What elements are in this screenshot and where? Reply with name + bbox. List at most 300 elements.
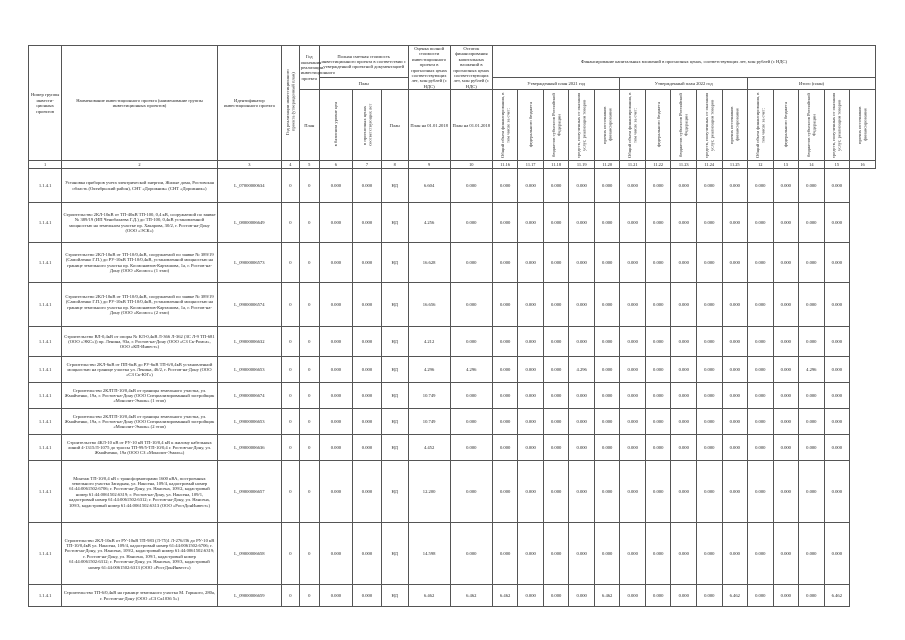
value-cell: 0.000 — [569, 585, 595, 607]
value-cell: 0.000 — [671, 327, 697, 357]
value-cell: 0.000 — [697, 203, 723, 243]
value-cell: 0.000 — [773, 409, 799, 435]
col-num: 11.24 — [697, 161, 723, 169]
table-row — [29, 409, 876, 435]
value-cell: 0.000 — [645, 243, 671, 283]
value-cell: 0.000 — [594, 169, 620, 203]
value-cell: 0.000 — [492, 461, 518, 523]
value-cell: 0.000 — [671, 585, 697, 607]
table-row — [29, 357, 876, 383]
value-cell: 0 — [299, 523, 319, 585]
value-cell: 6.462 — [722, 585, 748, 607]
header-group-no: Номер группы инвести-ционных проектов — [29, 46, 62, 161]
column-number-row — [29, 161, 876, 169]
value-cell: 0.000 — [543, 435, 569, 461]
project-id-cell: L_09000006573 — [217, 243, 281, 283]
value-cell: 0.000 — [543, 461, 569, 523]
header-row-1 — [29, 46, 876, 78]
value-cell: 0.000 — [353, 461, 382, 523]
group-code-cell: 1.1.4.1 — [29, 409, 62, 435]
value-cell: 0.000 — [799, 435, 825, 461]
value-cell: 0.000 — [722, 169, 748, 203]
table-row — [29, 383, 876, 409]
value-cell: 0.000 — [543, 243, 569, 283]
value-cell: 0 — [282, 585, 300, 607]
value-cell: 0.000 — [748, 283, 774, 327]
value-cell: НД — [381, 409, 408, 435]
value-cell: 0.000 — [319, 461, 352, 523]
value-cell: 0.000 — [518, 409, 544, 435]
value-cell: 0.000 — [569, 327, 595, 357]
value-cell: 0.000 — [319, 203, 352, 243]
value-cell: 0.000 — [645, 435, 671, 461]
project-id-cell: L_09000006659 — [217, 585, 281, 607]
value-cell: 0 — [299, 585, 319, 607]
value-cell: 0.000 — [722, 523, 748, 585]
value-cell: 0.000 — [620, 283, 646, 327]
group-code-cell: 1.1.4.1 — [29, 283, 62, 327]
group-code-cell: 1.1.4.1 — [29, 461, 62, 523]
value-cell: 0.000 — [492, 203, 518, 243]
value-cell: 0.000 — [748, 523, 774, 585]
header-approved-2022: Утвержденный план 2022 год — [620, 78, 748, 90]
value-cell: 0.000 — [697, 461, 723, 523]
value-cell: 0.000 — [450, 203, 492, 243]
project-id-cell: L_09000006636 — [217, 435, 281, 461]
value-cell: 0.000 — [492, 383, 518, 409]
value-cell: 16.628 — [408, 243, 450, 283]
value-cell: 0.000 — [697, 435, 723, 461]
value-cell: 0.000 — [353, 585, 382, 607]
value-cell: 0.000 — [319, 283, 352, 327]
value-cell: 0.000 — [492, 357, 518, 383]
value-cell: 0.000 — [450, 383, 492, 409]
value-cell: 0.000 — [594, 435, 620, 461]
value-cell: 0.000 — [594, 243, 620, 283]
value-cell: 0.000 — [353, 283, 382, 327]
hdr-b0: Общий объем финансирования, в том числе за счет: — [620, 90, 646, 161]
value-cell: 0.000 — [824, 383, 850, 409]
value-cell: 0.000 — [645, 585, 671, 607]
value-cell: 0.000 — [799, 203, 825, 243]
value-cell: 0.000 — [450, 243, 492, 283]
col-num: 14 — [799, 161, 825, 169]
value-cell: 0.000 — [492, 409, 518, 435]
col-num: 1 — [29, 161, 62, 169]
value-cell: 0.000 — [645, 383, 671, 409]
value-cell: 0.000 — [543, 409, 569, 435]
value-cell: 0.000 — [518, 169, 544, 203]
value-cell: 0.000 — [353, 435, 382, 461]
project-name-cell: Строительство 2КЛТП-10/0,4кВ от границы земельного участка, ул. Жмайченко, 19а, г. Ростов-на-Дону (ООО Специализированный застройщик «Монолит-Эмаль» (1 этап) — [62, 383, 217, 409]
value-cell: 0 — [299, 169, 319, 203]
value-cell: 0.000 — [594, 523, 620, 585]
value-cell: 0.000 — [569, 409, 595, 435]
value-cell: 0.000 — [697, 283, 723, 327]
value-cell: 0.000 — [722, 461, 748, 523]
value-cell: 0.000 — [748, 243, 774, 283]
project-name-cell: Строительство 2КЛ-10кВ от ТП-10/0,4кВ, сооружаемой по заявке № 389/19 (Самойленко Г.П.) до РУ-10кВ ТП-10/0,4кВ, установленной мощностью на границе земельного участка пр. Космонавтов-Карташова, 1а, г. Ростов-на-Дону (ООО «Космос» (1 этап) — [62, 243, 217, 283]
value-cell: 0.000 — [773, 435, 799, 461]
value-cell: 0.000 — [450, 435, 492, 461]
value-cell: 0.000 — [748, 169, 774, 203]
value-cell: 4.296 — [450, 357, 492, 383]
value-cell: НД — [381, 357, 408, 383]
value-cell: НД — [381, 243, 408, 283]
document-page — [28, 45, 876, 600]
header-financing-remaining: Остаток финансирования капитальных вложений в прогнозных ценах соответствующих лет, млн рублей (с НДС) — [450, 46, 492, 90]
project-id-cell: L_09000006653 — [217, 357, 281, 383]
value-cell: 0.000 — [569, 243, 595, 283]
hdr-c1: федерального бюджета — [773, 90, 799, 161]
value-cell: 0.000 — [594, 383, 620, 409]
value-cell: 0.000 — [319, 435, 352, 461]
value-cell: 0.000 — [824, 243, 850, 283]
hdr-a0: Общий объем финансирования, в том числе за счет: — [492, 90, 518, 161]
value-cell: 0.000 — [697, 243, 723, 283]
value-cell: 0.000 — [319, 383, 352, 409]
value-cell: 0.000 — [569, 383, 595, 409]
value-cell: 0.000 — [697, 409, 723, 435]
col-num: 11.19 — [569, 161, 595, 169]
value-cell: 0.000 — [748, 203, 774, 243]
header-plan-as-of: План на 01.01.2018 — [408, 90, 450, 161]
hdr-c2: бюджетов субъектов Российской Федерации — [799, 90, 825, 161]
value-cell: НД — [381, 435, 408, 461]
col-num: 11.18 — [543, 161, 569, 169]
value-cell: 0.000 — [569, 435, 595, 461]
hdr-a4: прочих источников финансирования — [594, 90, 620, 161]
value-cell: 0.000 — [353, 409, 382, 435]
value-cell: 0.000 — [492, 243, 518, 283]
project-name-cell: Строительство 2КЛ-10кВ от ТП-40кВ ТП-100, 0,4 кВ, сооружаемой по заявке № 389/19 (ИП Ченибалаева Г.Д.) до ТП-100, 0,4кВ установленной мощностью на земельном участке пр. Хакарова, 30/2, г. Ростов-на-Дону (ООО «ЭСК») — [62, 203, 217, 243]
value-cell: 10.749 — [408, 383, 450, 409]
hdr-c3: средств, полученных от оказания услуг, реализации товаров — [824, 90, 850, 161]
header-in-year-prices: в прогнозных ценах соответствующих лет — [353, 90, 382, 161]
group-code-cell: 1.1.4.1 — [29, 383, 62, 409]
col-num: 4 — [282, 161, 300, 169]
value-cell: 0.000 — [319, 357, 352, 383]
value-cell: 0.000 — [671, 461, 697, 523]
hdr-a2: бюджетов субъектов Российской Федерации — [543, 90, 569, 161]
project-id-cell: L_09000006653 — [217, 409, 281, 435]
value-cell: 0.000 — [645, 357, 671, 383]
value-cell: 0.000 — [773, 357, 799, 383]
value-cell: 0 — [299, 409, 319, 435]
value-cell: 0 — [299, 203, 319, 243]
value-cell: 0.000 — [620, 435, 646, 461]
col-num: 15 — [824, 161, 850, 169]
value-cell: 0.000 — [492, 327, 518, 357]
value-cell: 0 — [299, 243, 319, 283]
value-cell: 0.000 — [450, 461, 492, 523]
value-cell: 0.000 — [620, 409, 646, 435]
value-cell: 0.000 — [569, 461, 595, 523]
header-project-name: Наименование инвестиционного проекта (наименование группы инвестиционных проектов) — [62, 46, 217, 161]
value-cell: 0.000 — [543, 585, 569, 607]
group-code-cell: 1.1.4.1 — [29, 585, 62, 607]
header-financing-title: Финансирование капитальных вложений в прогнозных ценах, соответствующих лет, млн рублей (с НДС) — [492, 46, 875, 78]
project-id-cell: L_08000006649 — [217, 203, 281, 243]
value-cell: 0.000 — [543, 383, 569, 409]
col-num: 7 — [353, 161, 382, 169]
group-code-cell: 1.1.4.1 — [29, 203, 62, 243]
hdr-a1: федерального бюджета — [518, 90, 544, 161]
value-cell: 0.000 — [671, 169, 697, 203]
value-cell: 0.000 — [543, 523, 569, 585]
value-cell: 0.000 — [722, 409, 748, 435]
value-cell: 0.000 — [671, 283, 697, 327]
value-cell: 0.000 — [824, 523, 850, 585]
value-cell: 0.000 — [319, 327, 352, 357]
value-cell: 0.000 — [543, 357, 569, 383]
value-cell: 0.000 — [594, 409, 620, 435]
value-cell: 0.000 — [620, 169, 646, 203]
value-cell: 0 — [282, 203, 300, 243]
value-cell: 0.000 — [799, 327, 825, 357]
value-cell: 0.000 — [353, 383, 382, 409]
value-cell: 0 — [282, 283, 300, 327]
value-cell: 0.000 — [518, 357, 544, 383]
value-cell: 0.000 — [518, 383, 544, 409]
value-cell: 0.000 — [697, 357, 723, 383]
value-cell: 0.000 — [697, 383, 723, 409]
col-num: 2 — [62, 161, 217, 169]
value-cell: 4.296 — [408, 357, 450, 383]
value-cell: НД — [381, 585, 408, 607]
value-cell: 0.000 — [620, 585, 646, 607]
value-cell: 0.000 — [722, 243, 748, 283]
value-cell: 6.604 — [408, 169, 450, 203]
hdr-b3: средств, полученных от оказания услуг, реализации товаров — [697, 90, 723, 161]
value-cell: 0 — [282, 243, 300, 283]
value-cell: 0.000 — [671, 383, 697, 409]
value-cell: 4.452 — [408, 435, 450, 461]
value-cell: 0.000 — [773, 243, 799, 283]
value-cell: 10.749 — [408, 409, 450, 435]
value-cell: 0.000 — [671, 203, 697, 243]
group-code-cell: 1.1.4.1 — [29, 243, 62, 283]
value-cell: 0.000 — [722, 383, 748, 409]
hdr-a3: средств, полученных от оказания услуг, реализации товаров — [569, 90, 595, 161]
value-cell: 0.000 — [824, 461, 850, 523]
value-cell: 0.000 — [543, 203, 569, 243]
value-cell: 0.000 — [450, 283, 492, 327]
hdr-b2: бюджетов субъектов Российской Федерации — [671, 90, 697, 161]
value-cell: НД — [381, 283, 408, 327]
value-cell: 0.000 — [518, 283, 544, 327]
value-cell: 0.000 — [799, 283, 825, 327]
value-cell: 0.000 — [492, 283, 518, 327]
value-cell: 0.000 — [353, 203, 382, 243]
value-cell: 0 — [282, 357, 300, 383]
value-cell: НД — [381, 169, 408, 203]
col-num: 11.22 — [645, 161, 671, 169]
value-cell: 0.000 — [824, 327, 850, 357]
header-total: Итого (план) — [748, 78, 876, 90]
value-cell: 0.000 — [319, 585, 352, 607]
table-row — [29, 461, 876, 523]
project-id-cell: L_07000000634 — [217, 169, 281, 203]
hdr-c0: Общий объем финансирования, в том числе за счет: — [748, 90, 774, 161]
value-cell: 0.000 — [645, 203, 671, 243]
project-id-cell: L_09000006674 — [217, 383, 281, 409]
value-cell: 0.000 — [697, 327, 723, 357]
value-cell: 0.000 — [671, 409, 697, 435]
value-cell: 0.000 — [773, 585, 799, 607]
value-cell: 0 — [282, 383, 300, 409]
value-cell: 0.000 — [569, 283, 595, 327]
value-cell: 6.462 — [450, 585, 492, 607]
value-cell: 0.000 — [620, 203, 646, 243]
value-cell: 0.000 — [697, 169, 723, 203]
col-num: 9 — [408, 161, 450, 169]
value-cell: 0.000 — [748, 461, 774, 523]
project-name-cell: Монтаж ТП-10/0,4 кВ с трансформаторами 1600 кВА, построенных земельного участка Западная, ул. Нансена, 109/4, кадастровый номер 61:44:0061502:6706; г. Ростов-на-Дону, ул. Нансена, 109/2, кадастровый номер 61:44:0061502:6319; г. Ростов-на-Дону, ул. Нансена, 109/1, кадастровый номер 61:44:0061502:6312; г. Ростов-на-Дону, ул. Нансена, 109/3, кадастровый номер 61:44:0061502:6313 (ООО «РостДонИнвест») — [62, 461, 217, 523]
header-region-flag: Год реализации инвестиционного проекта (утвержденный план) — [282, 46, 300, 161]
value-cell: 0.000 — [748, 357, 774, 383]
value-cell: 0.000 — [645, 409, 671, 435]
value-cell: 0.000 — [799, 383, 825, 409]
value-cell: 0.000 — [450, 169, 492, 203]
value-cell: 0.000 — [748, 585, 774, 607]
value-cell: 0.000 — [824, 169, 850, 203]
col-num: 11.21 — [620, 161, 646, 169]
value-cell: 0.000 — [620, 243, 646, 283]
value-cell: 0.000 — [450, 327, 492, 357]
col-num: 10 — [450, 161, 492, 169]
value-cell: 0.000 — [518, 243, 544, 283]
table-row — [29, 585, 876, 607]
header-in-prices: в базисном уровне цен — [319, 90, 352, 161]
value-cell: 0.000 — [773, 523, 799, 585]
value-cell: 12.200 — [408, 461, 450, 523]
project-name-cell: Строительство ВЛ-0,4кВ от опоры № КЛ-0,4кВ Л-366 Л-362 (ЗС Л-9 ТП-681 (ООО «ЭКС»)) пр. Ленина, 93а, г. Ростов-на-Дону (ООО «СЗ Ск-Ромса», ООО «КП-Инвест») — [62, 327, 217, 357]
value-cell: 0.000 — [319, 523, 352, 585]
project-id-cell: L_09000006657 — [217, 461, 281, 523]
value-cell: 0.000 — [645, 461, 671, 523]
header-project-id: Идентификатор инвестиционного проекта — [217, 46, 281, 161]
hdr-c4: прочих источников финансирования — [850, 90, 876, 161]
value-cell: 0 — [299, 283, 319, 327]
value-cell: 0.000 — [594, 203, 620, 243]
col-num: 3 — [217, 161, 281, 169]
value-cell: 0.000 — [569, 169, 595, 203]
value-cell: 0.000 — [645, 327, 671, 357]
value-cell: 0.000 — [773, 327, 799, 357]
value-cell: 0 — [299, 435, 319, 461]
value-cell: 0.000 — [824, 435, 850, 461]
table-row — [29, 203, 876, 243]
header-plan: План — [319, 78, 408, 90]
value-cell: 0.000 — [799, 169, 825, 203]
value-cell: 0.000 — [748, 327, 774, 357]
value-cell: 0.000 — [824, 283, 850, 327]
investment-table — [28, 45, 876, 607]
project-name-cell: Строительство 2КЛ-10кВ от РУ-10кВ ТП-983 (Л-75)1 Л-276/Л6 до РУ-10 кВ ТП-10/0,4кВ ул. Нансена, 109/4, кадастровый номер 61:44:0061502:6706; г. Ростов-на-Дону, ул. Нансена, 109/2, кадастровый номер 61:44:0061502:6319; г. Ростов-на-Дону, ул. Нансена, 109/1, кадастровый номер 61:44:0061502:6312; г. Ростов-на-Дону, ул. Нансена, 109/3, кадастровый номер 61:44:0061502:6313 (ООО «РостДонИнвест») — [62, 523, 217, 585]
value-cell: 0.000 — [773, 203, 799, 243]
value-cell: 0.000 — [594, 327, 620, 357]
value-cell: 0.000 — [620, 461, 646, 523]
col-num: 5 — [299, 161, 319, 169]
value-cell: 0.000 — [353, 327, 382, 357]
value-cell: 0.000 — [645, 283, 671, 327]
value-cell: 0.000 — [543, 169, 569, 203]
hdr-b4: прочих источников финансирования — [722, 90, 748, 161]
group-code-cell: 1.1.4.1 — [29, 357, 62, 383]
value-cell: 0.000 — [722, 203, 748, 243]
value-cell: 0.000 — [697, 523, 723, 585]
table-row — [29, 169, 876, 203]
value-cell: НД — [381, 461, 408, 523]
value-cell: 4.212 — [408, 327, 450, 357]
value-cell: 0.000 — [319, 409, 352, 435]
value-cell: 0.000 — [594, 357, 620, 383]
value-cell: 0.000 — [353, 169, 382, 203]
value-cell: НД — [381, 523, 408, 585]
value-cell: 16.656 — [408, 283, 450, 327]
value-cell: 0 — [299, 383, 319, 409]
value-cell: 0.000 — [518, 203, 544, 243]
header-plan-sub: План — [299, 90, 319, 161]
value-cell: 0 — [282, 523, 300, 585]
table-row — [29, 435, 876, 461]
col-num: 13 — [773, 161, 799, 169]
value-cell: 0.000 — [353, 357, 382, 383]
value-cell: 0.000 — [543, 283, 569, 327]
value-cell: 0.000 — [773, 169, 799, 203]
project-id-cell: L_09000006658 — [217, 523, 281, 585]
table-row — [29, 327, 876, 357]
col-num: 11.17 — [518, 161, 544, 169]
value-cell: 0 — [299, 357, 319, 383]
value-cell: 0.000 — [824, 357, 850, 383]
value-cell: 0.000 — [319, 169, 352, 203]
value-cell: 0.000 — [773, 283, 799, 327]
header-year-end: Год окончания реализации инвестиционного проекта — [299, 46, 319, 90]
value-cell: 0.000 — [620, 523, 646, 585]
value-cell: 0.000 — [671, 357, 697, 383]
value-cell: 0.000 — [722, 357, 748, 383]
value-cell: 0.000 — [492, 523, 518, 585]
col-num: 12 — [748, 161, 774, 169]
value-cell: 0.000 — [518, 523, 544, 585]
value-cell: 0.000 — [620, 327, 646, 357]
value-cell: 0.000 — [518, 585, 544, 607]
value-cell: 0.000 — [518, 435, 544, 461]
value-cell: 4.296 — [569, 357, 595, 383]
group-code-cell: 1.1.4.1 — [29, 523, 62, 585]
col-num: 11.16 — [492, 161, 518, 169]
header-estimated-cost: Оценка полной стоимости инвестиционного проекта в прогнозных ценах соответствующих лет, млн рублей (с НДС) — [408, 46, 450, 90]
value-cell: 0.000 — [697, 585, 723, 607]
value-cell: 0.000 — [569, 203, 595, 243]
value-cell: 6.462 — [594, 585, 620, 607]
value-cell: 0.000 — [671, 243, 697, 283]
value-cell: 0.000 — [319, 243, 352, 283]
value-cell: 0.000 — [353, 523, 382, 585]
value-cell: 0.000 — [518, 327, 544, 357]
value-cell: 0.000 — [620, 383, 646, 409]
value-cell: 0.000 — [543, 327, 569, 357]
value-cell: 0.000 — [799, 243, 825, 283]
value-cell: 0.000 — [722, 435, 748, 461]
col-num: 8 — [381, 161, 408, 169]
value-cell: 0.000 — [569, 523, 595, 585]
value-cell: 0.000 — [671, 435, 697, 461]
value-cell: 0 — [282, 169, 300, 203]
header-full-cost: Полная сметная стоимость инвестиционного проекта в соответствии с утвержденной проектной документацией — [319, 46, 408, 78]
